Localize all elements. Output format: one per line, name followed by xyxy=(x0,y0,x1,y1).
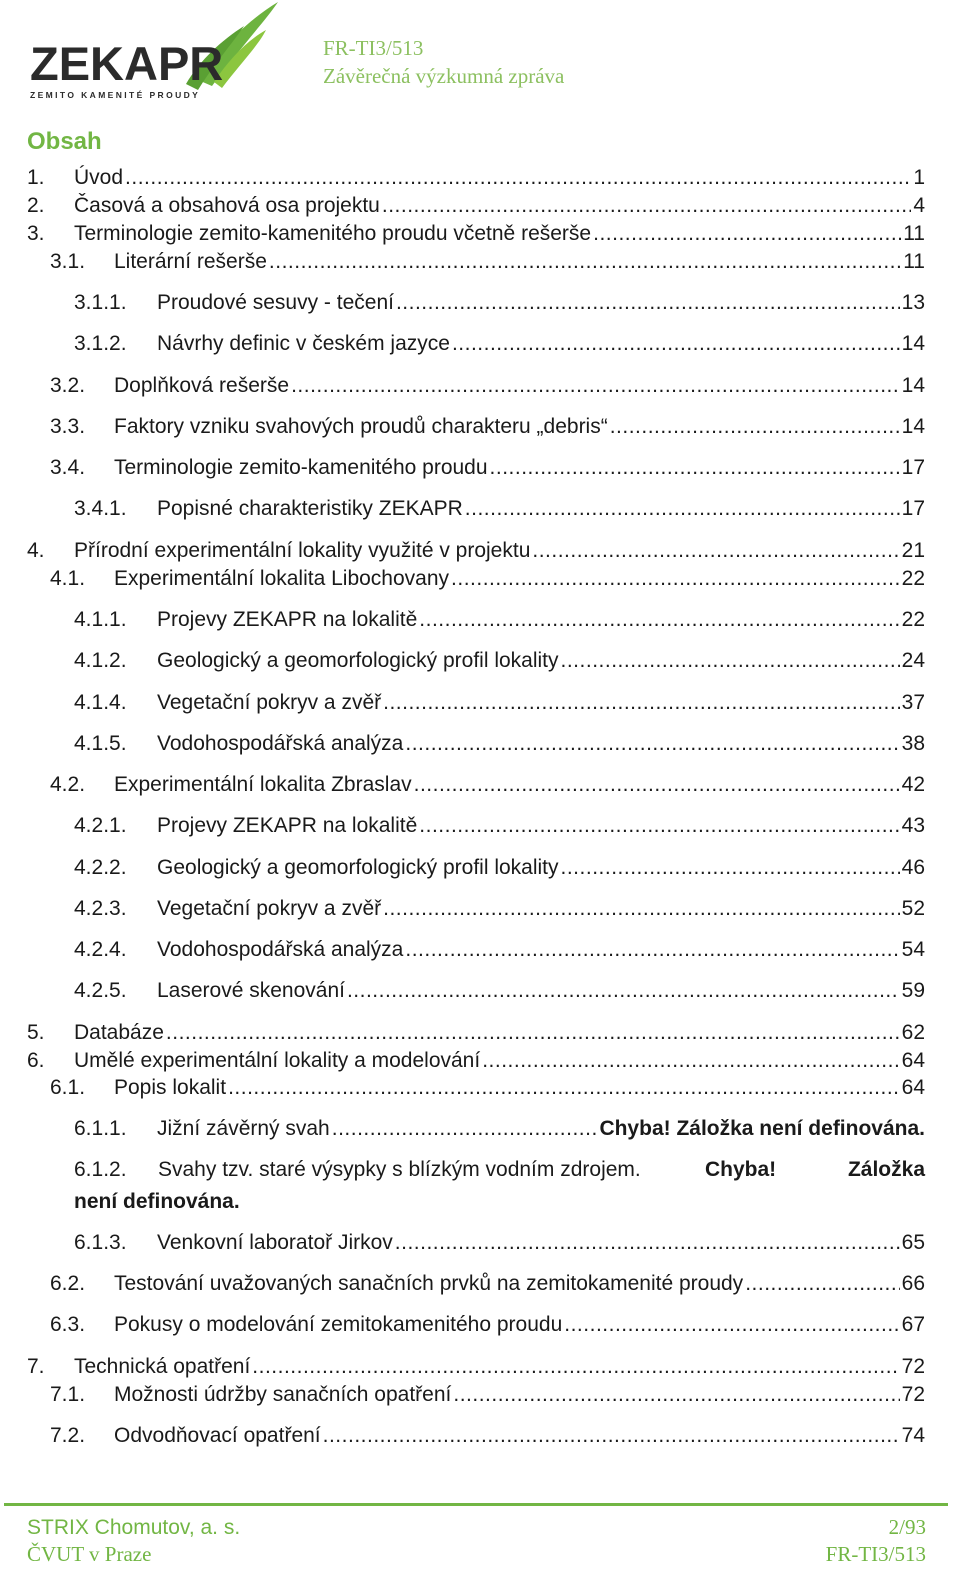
toc-entry-page: 4 xyxy=(913,194,925,217)
toc-leader-dots xyxy=(593,220,901,248)
toc-entry-number: 4.2.4. xyxy=(74,938,127,961)
toc-entry-page: 22 xyxy=(901,567,925,590)
toc-entry-page: 11 xyxy=(903,222,925,245)
toc-leader-dots xyxy=(383,895,900,923)
toc-entry-page: 11 xyxy=(903,250,925,273)
toc-entry-page: 13 xyxy=(901,291,925,314)
toc-leader-dots xyxy=(323,1422,900,1450)
toc-entry[interactable] xyxy=(50,1381,925,1409)
toc-leader-dots xyxy=(451,565,900,593)
toc-entry-title: Geologický a geomorfologický profil lokality xyxy=(157,856,559,879)
toc-entry-number: 4.2.5. xyxy=(74,979,127,1002)
toc-entry-title: Přírodní experimentální lokality využité v projektu xyxy=(74,539,531,562)
toc-leader-dots xyxy=(532,537,899,565)
footer-page-number: 2/93 xyxy=(888,1515,926,1539)
toc-entry-error[interactable] xyxy=(74,1154,925,1218)
toc-entry-number: 3.4.1. xyxy=(74,497,127,520)
toc-leader-dots xyxy=(482,1047,899,1075)
logo-wordmark: ZEKAPR xyxy=(30,37,224,90)
toc-entry-title: Experimentální lokalita Zbraslav xyxy=(114,773,412,796)
toc-entry-page: 54 xyxy=(901,938,925,961)
toc-entry-number: 1. xyxy=(27,166,45,189)
toc-entry[interactable] xyxy=(74,730,925,758)
toc-entry-number: 6.2. xyxy=(50,1272,86,1295)
toc-entry-page: 14 xyxy=(901,415,925,438)
toc-entry[interactable] xyxy=(50,1422,925,1450)
toc-entry-number: 2. xyxy=(27,194,45,217)
toc-entry-page: 14 xyxy=(901,374,925,397)
toc-leader-dots xyxy=(405,730,899,758)
toc-entry[interactable] xyxy=(74,854,925,882)
toc-error-continuation: není definována. xyxy=(74,1190,240,1213)
toc-entry[interactable] xyxy=(74,289,925,317)
toc-entry-page: 1 xyxy=(913,166,925,189)
footer-divider xyxy=(4,1503,948,1506)
toc-entry-number: 3.3. xyxy=(50,415,86,438)
toc-entry-page: 37 xyxy=(901,691,925,714)
toc-entry-page: 17 xyxy=(901,497,925,520)
toc-leader-dots xyxy=(347,977,900,1005)
toc-entry-title: Literární rešerše xyxy=(114,250,267,273)
toc-entry-title: Geologický a geomorfologický profil lokality xyxy=(157,649,559,672)
toc-entry-number: 3. xyxy=(27,222,45,245)
toc-leader-dots xyxy=(745,1270,899,1298)
toc-leader-dots xyxy=(465,495,900,523)
toc-leader-dots xyxy=(610,413,900,441)
toc-entry-title: Vegetační pokryv a zvěř xyxy=(157,897,382,920)
toc-leader-dots xyxy=(405,936,899,964)
toc-entry-title: Svahy tzv. staré výsypky s blízkým vodním zdrojem. xyxy=(158,1158,641,1181)
toc-entry-title: Návrhy definic v českém jazyce xyxy=(157,332,450,355)
toc-leader-dots xyxy=(228,1074,900,1102)
toc-entry-number: 4.1.5. xyxy=(74,732,127,755)
toc-entry-title: Terminologie zemito-kamenitého proudu včetně rešerše xyxy=(74,222,592,245)
doc-title: Závěrečná výzkumná zpráva xyxy=(323,64,565,88)
toc-entry-number: 4.2.1. xyxy=(74,814,127,837)
toc-entry-title: Popisné charakteristiky ZEKAPR xyxy=(157,497,463,520)
toc-leader-dots xyxy=(395,1229,900,1257)
toc-entry-page: 62 xyxy=(901,1021,925,1044)
toc-entry[interactable] xyxy=(74,606,925,634)
toc-entry-page: 74 xyxy=(901,1424,925,1447)
toc-entry[interactable] xyxy=(74,495,925,523)
toc-entry-number: 3.4. xyxy=(50,456,86,479)
toc-leader-dots xyxy=(419,812,899,840)
toc-entry-page: 67 xyxy=(901,1313,925,1336)
toc-leader-dots xyxy=(414,771,900,799)
toc-entry-page: 72 xyxy=(901,1355,925,1378)
toc-leader-dots xyxy=(453,1381,899,1409)
footer-company: STRIX Chomutov, a. s. xyxy=(27,1516,241,1539)
toc-entry-page: 46 xyxy=(901,856,925,879)
toc-entry[interactable] xyxy=(74,330,925,358)
toc-leader-dots xyxy=(383,689,900,717)
toc-entry-number: 6.1. xyxy=(50,1076,86,1099)
toc-leader-dots xyxy=(125,164,911,192)
toc-entry-page: 17 xyxy=(901,456,925,479)
toc-entry[interactable] xyxy=(50,372,925,400)
toc-leader-dots xyxy=(561,647,900,675)
toc-entry-title: Laserové skenování xyxy=(157,979,345,1002)
toc-entry-number: 4. xyxy=(27,539,45,562)
toc-error-text-2: Záložka xyxy=(847,1158,925,1181)
toc-leader-dots xyxy=(166,1019,900,1047)
toc-entry-title: Testování uvažovaných sanačních prvků na zemitokamenité proudy xyxy=(114,1272,744,1295)
toc-entry-number: 6.1.3. xyxy=(74,1231,127,1254)
toc-entry-page: 59 xyxy=(901,979,925,1002)
toc-entry-page: 64 xyxy=(901,1076,925,1099)
toc-entry-title: Experimentální lokalita Libochovany xyxy=(114,567,450,590)
toc-entry[interactable] xyxy=(27,537,925,565)
toc-entry-page: 24 xyxy=(901,649,925,672)
toc-entry-title: Venkovní laboratoř Jirkov xyxy=(157,1231,393,1254)
toc-entry-page: 64 xyxy=(901,1049,925,1072)
toc-leader-dots xyxy=(561,854,900,882)
zekapr-logo xyxy=(28,0,288,104)
toc-entry-number: 7.2. xyxy=(50,1424,86,1447)
toc-leader-dots xyxy=(269,248,901,276)
toc-entry-page: 38 xyxy=(901,732,925,755)
toc-entry-title: Proudové sesuvy - tečení xyxy=(157,291,394,314)
toc-entry-number: 7.1. xyxy=(50,1383,86,1406)
toc-entry-page: 66 xyxy=(901,1272,925,1295)
toc-entry[interactable] xyxy=(27,220,925,248)
toc-entry-title: Odvodňovací opatření xyxy=(114,1424,321,1447)
toc-entry-title: Projevy ZEKAPR na lokalitě xyxy=(157,814,418,837)
toc-entry-page: 22 xyxy=(901,608,925,631)
toc-entry-page: 14 xyxy=(901,332,925,355)
toc-entry-page: 42 xyxy=(901,773,925,796)
toc-entry-title: Jižní závěrný svah xyxy=(157,1117,330,1140)
toc-leader-dots xyxy=(332,1115,598,1143)
toc-entry-title: Vodohospodářská analýza xyxy=(157,938,404,961)
toc-entry-title: Terminologie zemito-kamenitého proudu xyxy=(114,456,488,479)
toc-entry[interactable] xyxy=(27,1353,925,1381)
toc-entry-page: 72 xyxy=(901,1383,925,1406)
toc-leader-dots xyxy=(291,372,900,400)
toc-entry-number: 6.3. xyxy=(50,1313,86,1336)
footer-right xyxy=(826,1514,926,1568)
footer-left xyxy=(27,1514,240,1568)
toc-leader-dots xyxy=(419,606,899,634)
toc-entry-number: 4.1.1. xyxy=(74,608,127,631)
toc-entry[interactable] xyxy=(50,1270,925,1298)
toc-entry-number: 5. xyxy=(27,1021,45,1044)
toc-error-text: Chyba! xyxy=(705,1158,777,1181)
toc-entry-title: Popis lokalit xyxy=(114,1076,227,1099)
toc-leader-dots xyxy=(382,192,911,220)
toc-entry-number: 3.1.1. xyxy=(74,291,127,314)
toc-entry-title: Vodohospodářská analýza xyxy=(157,732,404,755)
toc-leader-dots xyxy=(564,1311,899,1339)
toc-entry-title: Umělé experimentální lokality a modelování xyxy=(74,1049,481,1072)
toc-entry[interactable] xyxy=(74,895,925,923)
toc-leader-dots xyxy=(252,1353,899,1381)
toc-entry[interactable] xyxy=(27,164,925,192)
toc-entry-title: Faktory vzniku svahových proudů charakteru „debris“ xyxy=(114,415,608,438)
toc-entry-title: Projevy ZEKAPR na lokalitě xyxy=(157,608,418,631)
toc-entry-number: 4.2.3. xyxy=(74,897,127,920)
toc-entry[interactable] xyxy=(74,647,925,675)
toc-entry-title: Databáze xyxy=(74,1021,164,1044)
toc-entry-number: 4.1.4. xyxy=(74,691,127,714)
toc-entry-title: Časová a obsahová osa projektu xyxy=(74,194,380,217)
toc-entry[interactable] xyxy=(74,1229,925,1257)
toc-entry-page: 65 xyxy=(901,1231,925,1254)
toc-entry-title: Doplňková rešerše xyxy=(114,374,290,397)
toc-entry-page: Chyba! Záložka není definována. xyxy=(599,1117,925,1140)
toc-entry-number: 7. xyxy=(27,1355,45,1378)
toc-entry-number: 6.1.2. xyxy=(74,1158,127,1181)
footer-university: ČVUT v Praze xyxy=(27,1542,152,1566)
toc-entry[interactable] xyxy=(74,689,925,717)
toc-entry-page: 21 xyxy=(901,539,925,562)
toc-entry[interactable] xyxy=(50,1311,925,1339)
toc-entry[interactable] xyxy=(27,192,925,220)
toc-entry-page: 43 xyxy=(901,814,925,837)
toc-entry-title: Vegetační pokryv a zvěř xyxy=(157,691,382,714)
toc-entry-number: 3.1.2. xyxy=(74,332,127,355)
toc-entry-number: 4.2. xyxy=(50,773,86,796)
toc-entry[interactable] xyxy=(50,771,925,799)
toc-entry[interactable] xyxy=(50,413,925,441)
toc-entry[interactable] xyxy=(74,977,925,1005)
toc-entry[interactable] xyxy=(50,248,925,276)
toc-entry-number: 4.1. xyxy=(50,567,86,590)
toc-entry-number: 6.1.1. xyxy=(74,1117,127,1140)
footer-doc-code: FR-TI3/513 xyxy=(825,1542,926,1566)
toc-entry-number: 4.1.2. xyxy=(74,649,127,672)
toc-entry[interactable] xyxy=(27,1047,925,1075)
toc-entry-title: Technická opatření xyxy=(74,1355,251,1378)
toc-entry-title: Možnosti údržby sanačních opatření xyxy=(114,1383,452,1406)
toc-entry[interactable] xyxy=(50,565,925,593)
toc-entry-number: 3.2. xyxy=(50,374,86,397)
toc-entry[interactable] xyxy=(27,1019,925,1047)
toc-entry-page: 52 xyxy=(901,897,925,920)
toc-entry-title: Pokusy o modelování zemitokamenitého proudu xyxy=(114,1313,563,1336)
toc-title: Obsah xyxy=(27,128,102,155)
toc-entry-number: 4.2.2. xyxy=(74,856,127,879)
doc-code: FR-TI3/513 xyxy=(323,36,424,60)
toc-entry[interactable] xyxy=(74,1115,925,1143)
toc-entry-number: 6. xyxy=(27,1049,45,1072)
toc-entry[interactable] xyxy=(74,812,925,840)
toc-entry[interactable] xyxy=(50,1074,925,1102)
toc-entry-number: 3.1. xyxy=(50,250,86,273)
document-header xyxy=(323,34,564,90)
toc-leader-dots xyxy=(452,330,900,358)
toc-entry-title: Úvod xyxy=(74,166,124,189)
logo-tagline: ZEMITO KAMENITÉ PROUDY xyxy=(30,90,201,100)
toc-leader-dots xyxy=(490,454,900,482)
toc-leader-dots xyxy=(396,289,900,317)
toc-entry[interactable] xyxy=(50,454,925,482)
toc-entry[interactable] xyxy=(74,936,925,964)
